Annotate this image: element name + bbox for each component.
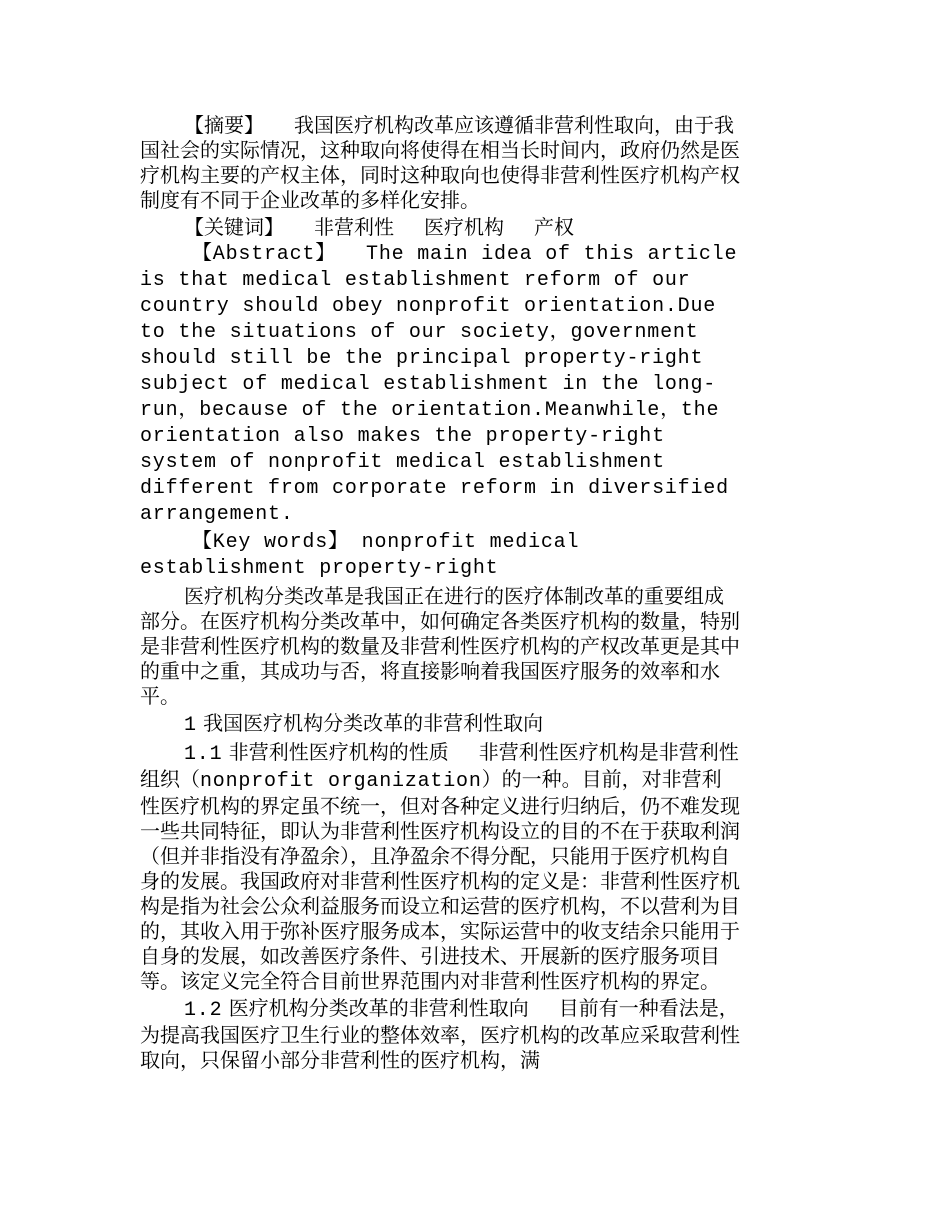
keyword-en-2: medical establishment	[140, 531, 580, 580]
section-1-1-term: nonprofit organization	[200, 770, 482, 793]
section-1-1-title: 非营利性医疗机构的性质	[228, 740, 449, 764]
section-1-heading	[140, 711, 740, 738]
abstract-en-text: The main idea of this article is that medical establishment reform of our country should obey nonprofit orientation.Due to the situations of our society，government should still be the principal property-right subject of medical establishment in the long-run，because of the orientation.Meanwhile，the orientation also makes the property-right system of nonprofit medical establishment different from corporate reform in diversified arrangement.	[140, 243, 738, 526]
section-1-1-number: 1.1	[184, 743, 223, 766]
keyword-cn-1: 非营利性	[314, 215, 394, 239]
abstract-en-label: 【Abstract】	[192, 243, 337, 266]
abstract-cn-label: 【摘要】	[184, 113, 264, 137]
intro-paragraph: 医疗机构分类改革是我国正在进行的医疗体制改革的重要组成部分。在医疗机构分类改革中，如何确定各类医疗机构的数量，特别是非营利性医疗机构的数量及非营利性医疗机构的产权改革更是其中的重中之重，其成功与否，将直接影响着我国医疗服务的效率和水平。	[140, 584, 740, 708]
section-1-2-number: 1.2	[184, 999, 223, 1022]
section-1-number: 1	[184, 714, 197, 737]
section-1-2-title: 医疗机构分类改革的非营利性取向	[228, 996, 529, 1020]
section-1-1-text-a: 非营利性医疗机构是非营利性组织（	[140, 740, 739, 791]
keywords-cn	[140, 215, 740, 240]
section-1-1-paragraph	[140, 740, 740, 994]
section-1-title: 我国医疗机构分类改革的非营利性取向	[203, 711, 544, 735]
abstract-en	[140, 242, 740, 528]
section-1-2-text: 目前有一种看法是，为提高我国医疗卫生行业的整体效率，医疗机构的改革应采取营利性取向，只保留小部分非营利性的医疗机构，满	[140, 996, 740, 1072]
section-1-2-paragraph	[140, 996, 740, 1073]
keywords-en	[140, 530, 740, 582]
abstract-cn	[140, 113, 740, 213]
keywords-cn-label: 【关键词】	[184, 215, 284, 239]
keyword-cn-2: 医疗机构	[424, 215, 504, 239]
keyword-cn-3: 产权	[534, 215, 574, 239]
section-1-1-text-b: ）的一种。目前，对非营利性医疗机构的界定虽不统一，但对各种定义进行归纳后，仍不难发现一些共同特征，即认为非营利性医疗机构设立的目的不在于获取利润（但并非指没有净盈余），且净盈余不得分配，只能用于医疗机构自身的发展。我国政府对非营利性医疗机构的定义是：非营利性医疗机构是指为社会公众利益服务而设立和运营的医疗机构，不以营利为目的，其收入用于弥补医疗服务成本，实际运营中的收支结余只能用于自身的发展，如改善医疗条件、引进技术、开展新的医疗服务项目等。该定义完全符合目前世界范围内对非营利性医疗机构的界定。	[140, 767, 740, 993]
document-page	[140, 113, 740, 1073]
keyword-en-1: nonprofit	[361, 531, 477, 554]
keywords-en-label: 【Key words】	[192, 531, 349, 554]
keyword-en-3: property-right	[319, 557, 499, 580]
abstract-cn-text: 我国医疗机构改革应该遵循非营利性取向，由于我国社会的实际情况，这种取向将使得在相当长时间内，政府仍然是医疗机构主要的产权主体，同时这种取向也使得非营利性医疗机构产权制度有不同于企业改革的多样化安排。	[140, 113, 740, 212]
